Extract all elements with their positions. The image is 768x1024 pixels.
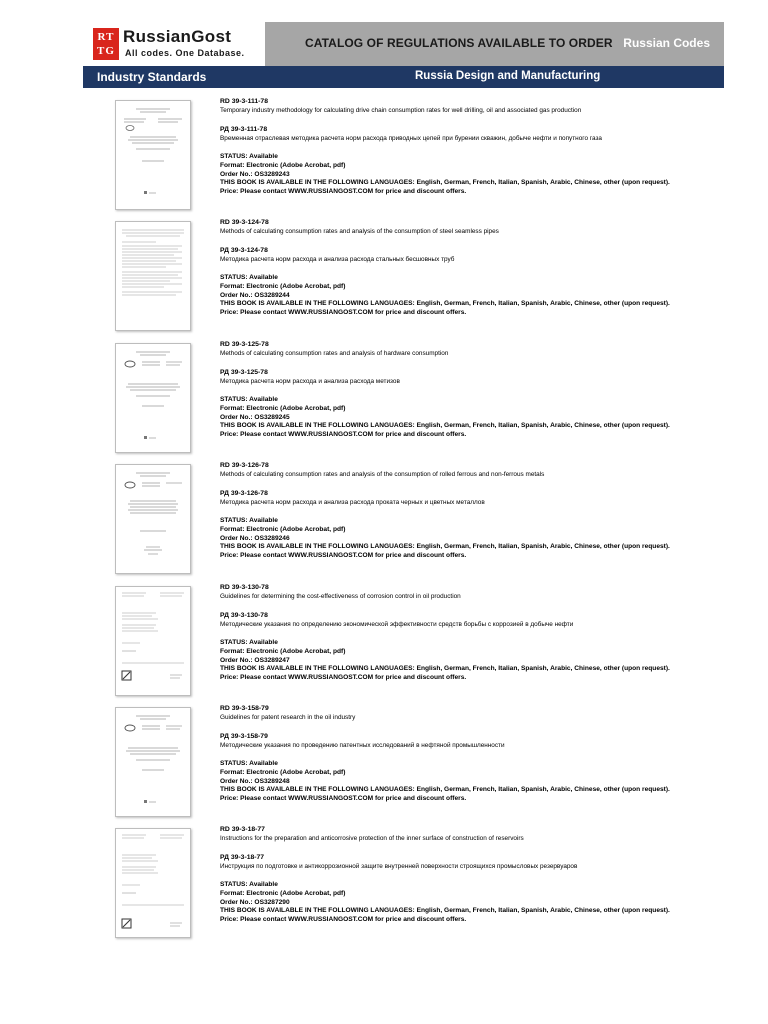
code-en: RD 39-3-18-77: [220, 826, 265, 833]
price: Price: Please contact WWW.RUSSIANGOST.COM for price and discount offers.: [220, 551, 467, 559]
format: Format: Electronic (Adobe Acrobat, pdf): [220, 404, 346, 412]
status: STATUS: Available: [220, 153, 278, 161]
languages: THIS BOOK IS AVAILABLE IN THE FOLLOWING LANGUAGES: English, German, French, Italian, Spanish, Arabic, Chinese, other (upon request).: [220, 786, 670, 794]
languages: THIS BOOK IS AVAILABLE IN THE FOLLOWING LANGUAGES: English, German, French, Italian, Spanish, Arabic, Chinese, other (upon request).: [220, 907, 670, 915]
price: Price: Please contact WWW.RUSSIANGOST.COM for price and discount offers.: [220, 673, 467, 681]
section-band: [83, 66, 724, 88]
entry-text: [220, 98, 720, 196]
entry-text: [220, 462, 720, 560]
entry-text: [220, 341, 720, 439]
code-en: RD 39-3-124-78: [220, 219, 269, 226]
code-ru: РД 39-3-130-78: [220, 612, 268, 620]
title-ru: Методика расчета норм расхода и анализа расхода стальных бесшовных труб: [220, 255, 455, 263]
status: STATUS: Available: [220, 639, 278, 647]
title-ru: Инструкция по подготовке и антикоррозионной защите внутренней поверхности строящихся промысловых резервуаров: [220, 862, 578, 870]
code-ru: РД 39-3-125-78: [220, 369, 268, 377]
title-ru: Временная отраслевая методика расчета норм расхода приводных цепей при бурении скважин, добыче нефти и попутного газа: [220, 134, 602, 142]
price: Price: Please contact WWW.RUSSIANGOST.COM for price and discount offers.: [220, 430, 467, 438]
format: Format: Electronic (Adobe Acrobat, pdf): [220, 161, 346, 169]
code-en: RD 39-3-130-78: [220, 584, 269, 591]
languages: THIS BOOK IS AVAILABLE IN THE FOLLOWING LANGUAGES: English, German, French, Italian, Spanish, Arabic, Chinese, other (upon request).: [220, 543, 670, 551]
title-ru: Методика расчета норм расхода и анализа расхода проката черных и цветных металлов: [220, 498, 485, 506]
title-en: Methods of calculating consumption rates and analysis of the consumption of steel seamless pipes: [220, 227, 499, 235]
title-en: Methods of calculating consumption rates and analysis of the consumption of rolled ferrous and non-ferrous metals: [220, 470, 545, 478]
format: Format: Electronic (Adobe Acrobat, pdf): [220, 889, 346, 897]
document-thumbnail[interactable]: [115, 828, 191, 938]
status: STATUS: Available: [220, 517, 278, 525]
title-en: Guidelines for patent research in the oil industry: [220, 713, 356, 721]
languages: THIS BOOK IS AVAILABLE IN THE FOLLOWING LANGUAGES: English, German, French, Italian, Spanish, Arabic, Chinese, other (upon request).: [220, 665, 670, 673]
code-en: RD 39-3-158-79: [220, 705, 269, 712]
catalog-title: CATALOG OF REGULATIONS AVAILABLE TO ORDER: [305, 36, 613, 50]
order-number: Order No.: OS3289244: [220, 291, 290, 299]
code-en: RD 39-3-111-78: [220, 98, 268, 105]
status: STATUS: Available: [220, 274, 278, 282]
status: STATUS: Available: [220, 396, 278, 404]
order-number: Order No.: OS3289248: [220, 777, 290, 785]
page-header: [83, 22, 724, 66]
brand-tagline: All codes. One Database.: [125, 48, 245, 58]
logo-mark-bottom: TG: [97, 45, 115, 57]
document-thumbnail[interactable]: [115, 221, 191, 331]
title-ru: Методика расчета норм расхода и анализа расхода метизов: [220, 377, 400, 385]
languages: THIS BOOK IS AVAILABLE IN THE FOLLOWING LANGUAGES: English, German, French, Italian, Spanish, Arabic, Chinese, other (upon request).: [220, 179, 670, 187]
title-en: Methods of calculating consumption rates and analysis of hardware consumption: [220, 349, 449, 357]
price: Price: Please contact WWW.RUSSIANGOST.COM for price and discount offers.: [220, 187, 467, 195]
format: Format: Electronic (Adobe Acrobat, pdf): [220, 647, 346, 655]
code-ru: РД 39-3-111-78: [220, 126, 268, 134]
entry-text: [220, 705, 720, 803]
document-thumbnail[interactable]: [115, 707, 191, 817]
status: STATUS: Available: [220, 881, 278, 889]
code-en: RD 39-3-126-78: [220, 462, 269, 469]
format: Format: Electronic (Adobe Acrobat, pdf): [220, 525, 346, 533]
order-number: Order No.: OS3289247: [220, 656, 290, 664]
title-ru: Методические указания по проведению патентных исследований в нефтяной промышленности: [220, 741, 505, 749]
document-thumbnail[interactable]: [115, 343, 191, 453]
order-number: Order No.: OS3287290: [220, 898, 290, 906]
order-number: Order No.: OS3289245: [220, 413, 290, 421]
format: Format: Electronic (Adobe Acrobat, pdf): [220, 768, 346, 776]
brand-name: RussianGost: [123, 27, 232, 46]
brand: [123, 27, 245, 59]
order-number: Order No.: OS3289246: [220, 534, 290, 542]
code-ru: РД 39-3-18-77: [220, 854, 265, 862]
languages: THIS BOOK IS AVAILABLE IN THE FOLLOWING LANGUAGES: English, German, French, Italian, Spanish, Arabic, Chinese, other (upon request).: [220, 300, 670, 308]
catalog-bar: [265, 22, 724, 66]
entry-text: [220, 826, 720, 924]
logo-mark-top: RT: [97, 31, 115, 43]
entry-text: [220, 219, 720, 317]
code-ru: РД 39-3-124-78: [220, 247, 268, 255]
document-thumbnail[interactable]: [115, 586, 191, 696]
price: Price: Please contact WWW.RUSSIANGOST.COM for price and discount offers.: [220, 308, 467, 316]
code-ru: РД 39-3-126-78: [220, 490, 268, 498]
title-ru: Методические указания по определению экономической эффективности средств борьбы с коррозией в добыче нефти: [220, 620, 574, 628]
document-thumbnail[interactable]: [115, 100, 191, 210]
title-en: Guidelines for determining the cost-effectiveness of corrosion control in oil production: [220, 592, 461, 600]
status: STATUS: Available: [220, 760, 278, 768]
price: Price: Please contact WWW.RUSSIANGOST.COM for price and discount offers.: [220, 794, 467, 802]
russiangost-logo: [93, 28, 119, 60]
title-en: Temporary industry methodology for calculating drive chain consumption rates for well drilling, oil and associated gas production: [220, 106, 582, 114]
order-number: Order No.: OS3289243: [220, 170, 290, 178]
code-en: RD 39-3-125-78: [220, 341, 269, 348]
codes-label: Russian Codes: [623, 36, 710, 50]
section-right-label: Russia Design and Manufacturing: [415, 70, 601, 82]
title-en: Instructions for the preparation and anticorrosive protection of the inner surface of construction of reservoirs: [220, 834, 524, 842]
section-left-label: Industry Standards: [97, 70, 207, 84]
code-ru: РД 39-3-158-79: [220, 733, 268, 741]
entry-text: [220, 584, 720, 682]
languages: THIS BOOK IS AVAILABLE IN THE FOLLOWING LANGUAGES: English, German, French, Italian, Spanish, Arabic, Chinese, other (upon request).: [220, 422, 670, 430]
price: Price: Please contact WWW.RUSSIANGOST.COM for price and discount offers.: [220, 915, 467, 923]
format: Format: Electronic (Adobe Acrobat, pdf): [220, 282, 346, 290]
document-thumbnail[interactable]: [115, 464, 191, 574]
